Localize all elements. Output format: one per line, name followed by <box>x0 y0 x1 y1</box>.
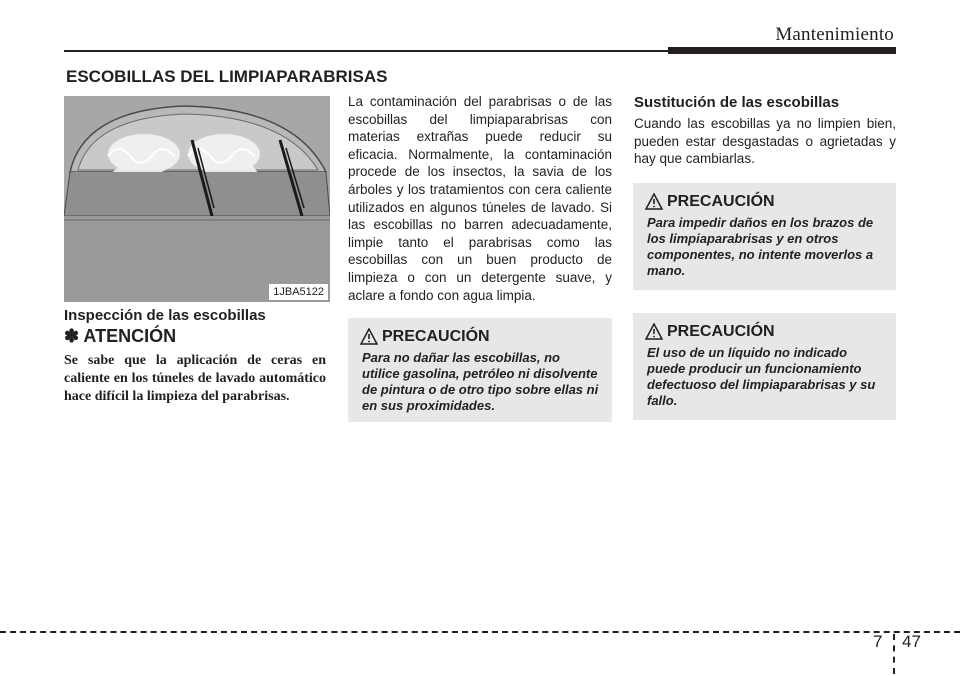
replacement-title: Sustitución de las escobillas <box>634 94 840 111</box>
page-header-title: Mantenimiento <box>775 24 894 45</box>
page-number-separator <box>893 634 895 674</box>
replacement-paragraph: Cuando las escobillas ya no limpien bien, pueden estar desgastadas o agrietadas y hay que cambiarlas. <box>634 116 896 167</box>
chapter-number: 7 <box>873 632 883 651</box>
contamination-paragraph: La contaminación del parabrisas o de las escobillas del limpiaparabrisas con materias extrañas puede reducir su eficacia. Normalmente, la contaminación procede de los insectos, la savia de los árboles y los tratamientos con cera caliente utilizados en algunos túneles de lavado. Si las escobillas no barren adecuadamente, limpie tanto el parabrisas como las escobillas con un buen producto de limpieza o con un detergente suave, y aclare a fondo con agua limpia. <box>348 94 612 303</box>
caution-text: Para impedir daños en los brazos de los limpiaparabrisas y en otros componentes, no intente moverlos a mano. <box>647 215 874 278</box>
caution-text: El uso de un líquido no indicado puede producir un funcionamiento defectuoso del limpiaparabrisas y su fallo. <box>647 345 876 408</box>
caution-text: Para no dañar las escobillas, no utilice gasolina, petróleo ni disolvente de pintura o de otro tipo sobre ellas ni en sus proximidades. <box>362 350 599 413</box>
header-rule <box>64 50 674 52</box>
caution-box-arms <box>633 183 896 290</box>
caution-title: PRECAUCIÓN <box>667 193 775 210</box>
caution-box-fluid <box>633 313 896 420</box>
footer-rule <box>0 631 960 633</box>
windshield-illustration <box>64 96 330 302</box>
attention-heading: ✽ ATENCIÓN <box>64 326 177 346</box>
figure-code: 1JBA5122 <box>269 284 328 300</box>
inspection-title: Inspección de las escobillas <box>64 307 266 324</box>
warning-icon <box>645 193 663 211</box>
page-number: 47 <box>902 632 921 651</box>
warning-icon <box>360 328 378 346</box>
attention-text: Se sabe que la aplicación de ceras en caliente en los túneles de lavado automático hace difícil la limpieza del parabrisas. <box>64 353 326 404</box>
warning-icon <box>645 323 663 341</box>
header-rule-accent <box>668 47 896 54</box>
caution-box-wipers <box>348 318 612 422</box>
section-title: ESCOBILLAS DEL LIMPIAPARABRISAS <box>66 67 388 86</box>
caution-title: PRECAUCIÓN <box>667 323 775 340</box>
caution-title: PRECAUCIÓN <box>382 328 490 345</box>
